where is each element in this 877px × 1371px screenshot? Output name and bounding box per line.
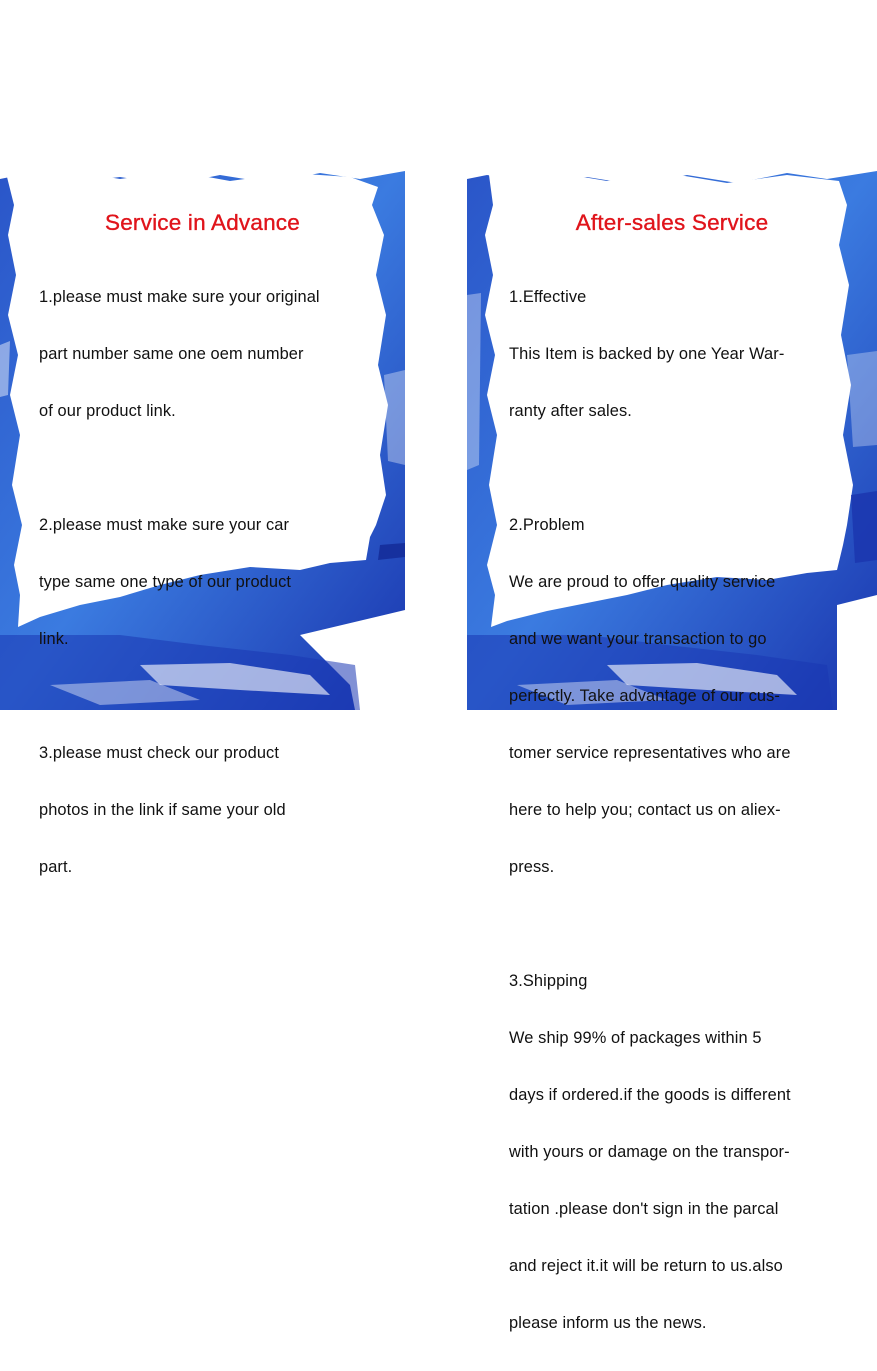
paragraph-line: here to help you; contact us on aliex- — [509, 801, 781, 819]
paragraph-line: 2.please must make sure your car — [39, 516, 290, 534]
paragraph-line: type same one type of our product — [39, 573, 292, 591]
card-title: Service in Advance — [105, 210, 300, 235]
paragraph-line: of our product link. — [39, 402, 176, 420]
paragraph-line: part number same one oem number — [39, 345, 304, 363]
card-body — [509, 250, 791, 1371]
paragraph-line: We ship 99% of packages within 5 — [509, 1029, 762, 1047]
paragraph-line: 2.Problem — [509, 516, 585, 534]
paragraph-line: link. — [39, 630, 69, 648]
paragraph-line: and we want your transaction to go — [509, 630, 767, 648]
after-sales-service-card — [467, 165, 877, 1332]
paragraph-line: This Item is backed by one Year War- — [509, 345, 785, 363]
paragraph-line: press. — [509, 858, 555, 876]
paragraph-line: perfectly. Take advantage of our cus- — [509, 687, 780, 705]
paragraph-line: 1.please must make sure your original — [39, 288, 320, 306]
paragraph-line: 3.please must check our product — [39, 744, 279, 762]
paragraph-line: tomer service representatives who are — [509, 744, 791, 762]
paragraph-line: with yours or damage on the transpor- — [509, 1143, 790, 1161]
paragraph-line: We are proud to offer quality service — [509, 573, 776, 591]
paragraph-line: ranty after sales. — [509, 402, 632, 420]
service-in-advance-card — [0, 165, 405, 876]
paragraph-line: 3.Shipping — [509, 972, 588, 990]
paragraph-line: part. — [39, 858, 73, 876]
card-body — [39, 250, 320, 915]
paragraph-line: please inform us the news. — [509, 1314, 707, 1332]
paragraph-line: photos in the link if same your old — [39, 801, 286, 819]
card-title: After-sales Service — [575, 210, 769, 235]
paragraph-line: and reject it.it will be return to us.also — [509, 1257, 783, 1275]
paragraph-line: 1.Effective — [509, 288, 587, 306]
paragraph-line: days if ordered.if the goods is different — [509, 1086, 791, 1104]
paragraph-line: tation .please don't sign in the parcal — [509, 1200, 779, 1218]
